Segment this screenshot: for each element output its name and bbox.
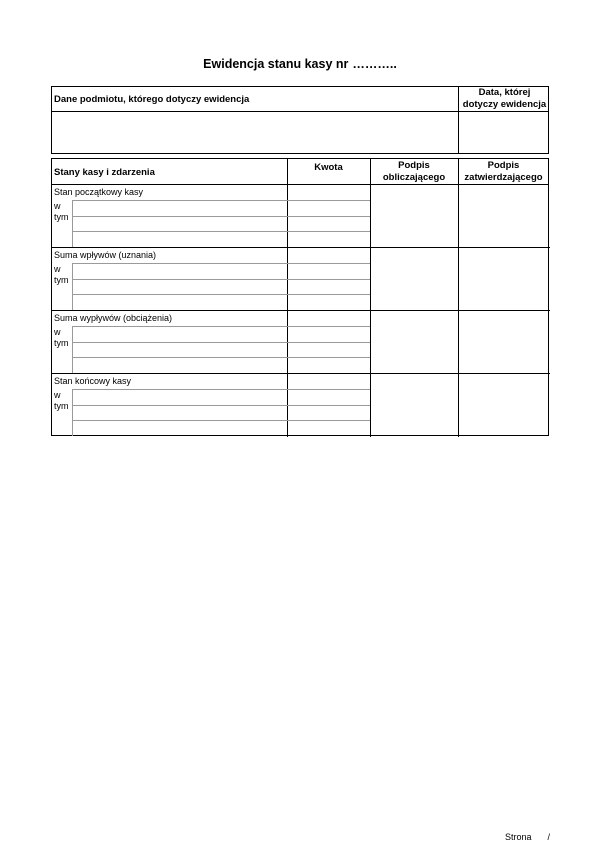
w-label: w [54,327,61,337]
column-divider [458,159,459,437]
cash-register-table [51,158,549,436]
section-label: Stan początkowy kasy [54,187,144,197]
row-divider [72,326,73,373]
row-line [72,200,370,201]
row-line [72,389,370,390]
column-header-calculator-signature [370,160,458,184]
w-label: w [54,390,61,400]
page-title [0,57,600,71]
column-header-events: Stany kasy i zdarzenia [54,167,155,178]
tym-label: tym [54,338,69,348]
section-divider [52,247,550,248]
section-label: Suma wpływów (uznania) [54,250,157,260]
date-label [459,87,550,111]
w-tym-label [54,327,69,349]
column-header-line: zatwierdzającego [464,172,543,183]
page-label: Strona [505,832,532,842]
row-line [72,342,370,343]
w-tym-label [54,201,69,223]
title-number-dots: ……….. [352,57,397,71]
title-text: Ewidencja stanu kasy nr [203,57,349,71]
section-label: Suma wypływów (obciążenia) [54,313,173,323]
section-label: Stan końcowy kasy [54,376,132,386]
w-tym-label [54,390,69,412]
page-footer [505,832,550,842]
row-line [72,294,370,295]
column-header-line: Podpis [487,160,520,171]
section-divider [52,373,550,374]
column-header-approver-signature [458,160,549,184]
column-header-line: Podpis [398,160,430,171]
section-divider [52,310,550,311]
divider [52,111,548,112]
column-header-line: obliczającego [382,172,446,183]
w-tym-label [54,264,69,286]
column-divider [370,159,371,437]
tym-label: tym [54,401,69,411]
entity-info-box [51,86,549,154]
w-label: w [54,201,61,211]
row-line [72,420,370,421]
row-line [72,216,370,217]
row-line [72,405,370,406]
row-line [72,279,370,280]
tym-label: tym [54,275,69,285]
w-label: w [54,264,61,274]
row-divider [72,200,73,247]
row-divider [72,389,73,436]
tym-label: tym [54,212,69,222]
page-separator: / [547,832,551,842]
header-divider [52,184,548,185]
row-line [72,263,370,264]
date-label-line1: Data, której [478,87,531,98]
row-line [72,231,370,232]
row-line [72,357,370,358]
row-line [72,326,370,327]
column-header-amount: Kwota [314,162,343,173]
date-label-line2: dotyczy ewidencja [462,99,547,110]
row-divider [72,263,73,310]
entity-data-label: Dane podmiotu, którego dotyczy ewidencja [54,94,250,105]
